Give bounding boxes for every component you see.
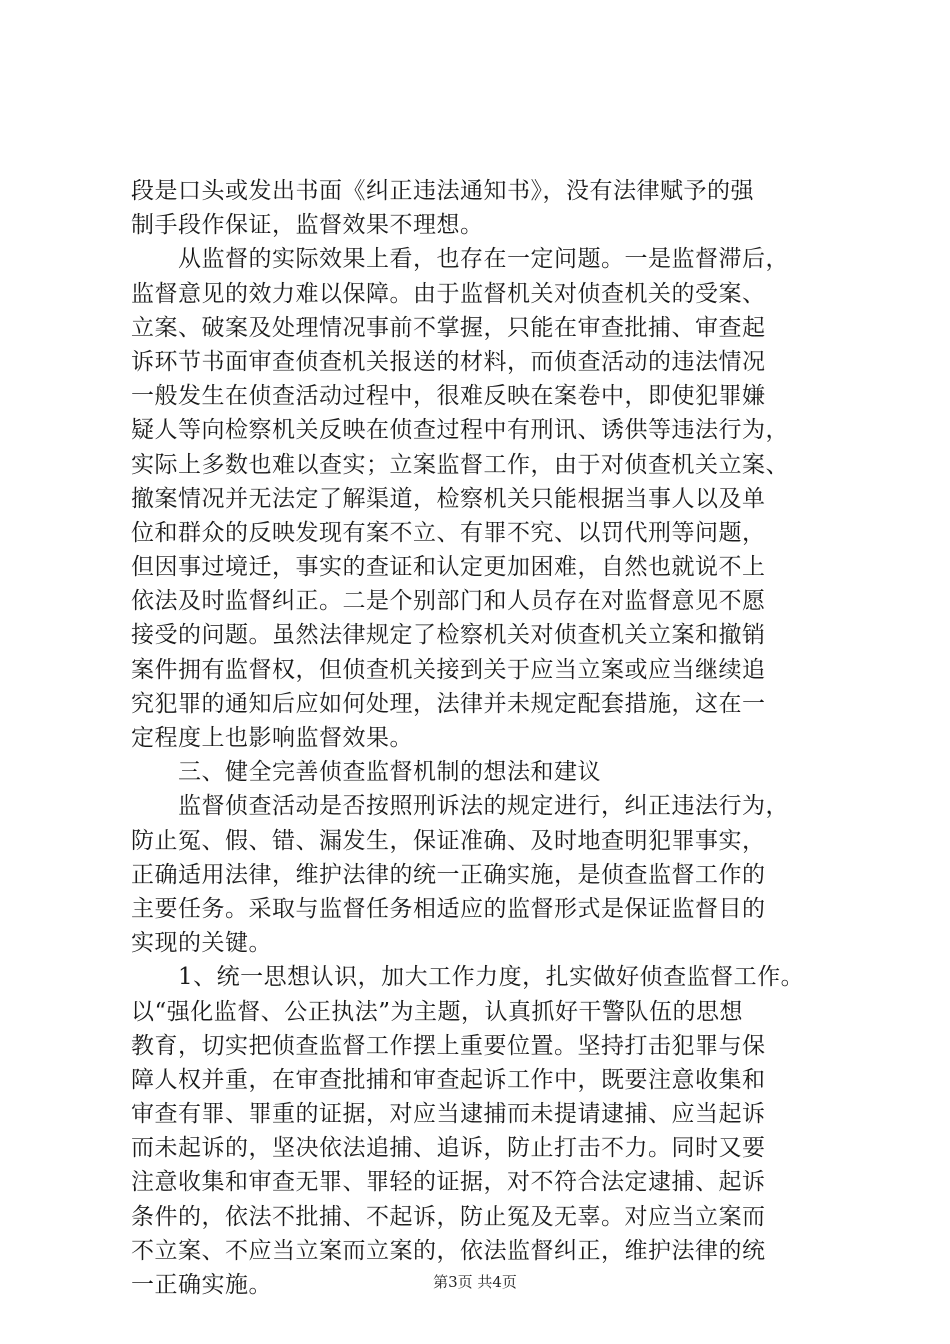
text-line: 以“强化监督、公正执法”为主题，认真抓好干警队伍的思想: [131, 998, 744, 1025]
text-line: 制手段作保证，监督效果不理想。: [131, 212, 484, 239]
text-line: 究犯罪的通知后应如何处理，法律并未规定配套措施，这在一: [131, 690, 766, 717]
text-line: 障人权并重，在审查批捕和审查起诉工作中，既要注意收集和: [131, 1066, 766, 1093]
text-line: 段是口头或发出书面《纠正违法通知书》，没有法律赋予的强: [131, 178, 754, 204]
text-line: 立案、破案及处理情况事前不掌握，只能在审查批捕、审查起: [131, 314, 766, 341]
text-line: 监督意见的效力难以保障。由于监督机关对侦查机关的受案、: [131, 280, 766, 307]
text-line: 而未起诉的，坚决依法追捕、追诉，防止打击不力。同时又要: [131, 1135, 766, 1162]
text-line: 监督侦查活动是否按照刑诉法的规定进行，纠正违法行为，: [131, 793, 789, 820]
text-line: 撤案情况并无法定了解渠道，检察机关只能根据当事人以及单: [131, 485, 766, 512]
text-line: 不立案、不应当立案而立案的，依法监督纠正，维护法律的统: [131, 1237, 766, 1264]
text-line: 审查有罪、罪重的证据，对应当逮捕而未提请逮捕、应当起诉: [131, 1101, 766, 1128]
text-line: 防止冤、假、错、漏发生，保证准确、及时地查明犯罪事实，: [131, 827, 766, 854]
text-line: 注意收集和审查无罪、罪轻的证据，对不符合法定逮捕、起诉: [131, 1169, 766, 1196]
text-line: 接受的问题。虽然法律规定了检察机关对侦查机关立案和撤销: [131, 622, 766, 649]
text-line: 定程度上也影响监督效果。: [131, 725, 413, 751]
text-line: 位和群众的反映发现有案不立、有罪不究、以罚代刑等问题，: [131, 519, 766, 546]
page-footer: 第3页 共4页: [433, 1273, 517, 1291]
text-line: 主要任务。采取与监督任务相适应的监督形式是保证监督目的: [131, 895, 766, 922]
text-line: 疑人等向检察机关反映在侦查过程中有刑讯、诱供等违法行为，: [131, 417, 789, 444]
text-line: 实际上多数也难以查实；立案监督工作，由于对侦查机关立案、: [131, 451, 789, 478]
text-line: 但因事过境迁，事实的查证和认定更加困难，自然也就说不上: [131, 554, 766, 581]
text-line: 实现的关键。: [131, 930, 272, 957]
text-line: 案件拥有监督权，但侦查机关接到关于应当立案或应当继续追: [131, 656, 766, 683]
text-line: 一般发生在侦查活动过程中，很难反映在案卷中，即使犯罪嫌: [131, 383, 766, 410]
text-line: 条件的，依法不批捕、不起诉，防止冤及无辜。对应当立案而: [131, 1203, 766, 1230]
body-text: [131, 174, 831, 1302]
text-line: 正确适用法律，维护法律的统一正确实施，是侦查监督工作的: [131, 861, 766, 888]
text-line: 从监督的实际效果上看，也存在一定问题。一是监督滞后，: [131, 246, 789, 273]
text-line: 诉环节书面审查侦查机关报送的材料，而侦查活动的违法情况: [131, 348, 766, 375]
section-heading: 三、健全完善侦查监督机制的想法和建议: [131, 759, 601, 786]
text-line: 1、统一思想认识，加大工作力度，扎实做好侦查监督工作。: [131, 964, 805, 991]
text-line: 依法及时监督纠正。二是个别部门和人员存在对监督意见不愿: [131, 588, 766, 615]
text-line: 一正确实施。: [131, 1272, 272, 1298]
text-line: 教育，切实把侦查监督工作摆上重要位置。坚持打击犯罪与保: [131, 1032, 766, 1059]
